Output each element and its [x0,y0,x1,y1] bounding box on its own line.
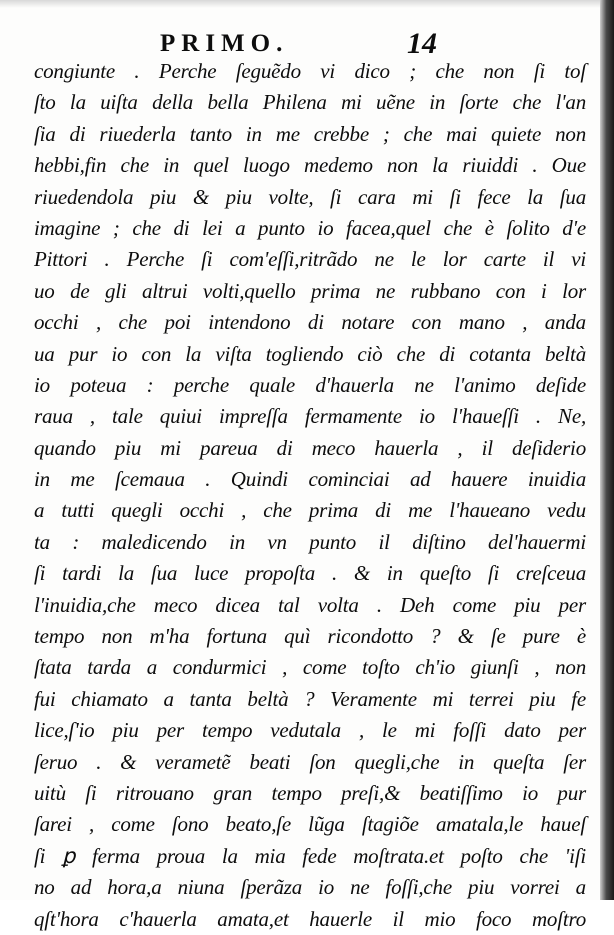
text-line: io poteua : perche quale d'hauerla ne l'animo deſide [34,372,586,397]
text-line: hebbi,fin che in quel luogo medemo non la riuiddi . Oue [34,153,586,178]
text-line: a tutti quegli occhi , che prima di me l'haueano vedu [34,498,586,523]
text-line: fui chiamato a tanta beltà ? Veramente mi terrei piu fe [34,686,586,711]
text-line: no ad hora,a niuna ſperãza io ne foſſi,che piu vorrei a [34,875,586,900]
text-line: ſia di riuederla tanto in me crebbe ; che mai quiete non [34,121,586,146]
text-line: l'inuidia,che meco dicea tal volta . Deh come piu per [34,592,586,617]
text-line: uo de gli altrui volti,quello prima ne rubbano con i lor [34,278,586,303]
text-line: imagine ; che di lei a punto io facea,quel che è ſolito d'e [34,215,586,240]
text-line: ſi ꝑ ferma proua la mia fede moſtrata.et poſto che 'iſi [34,843,586,868]
text-line: ua pur io con la viſta togliendo ciò che di cotanta beltà [34,341,586,366]
text-line: lice,ſ'io piu per tempo vedutala , le mi foſſi dato per [34,718,586,743]
text-line: tempo non m'ha fortuna quì ricondotto ? & ſe pure è [34,624,586,649]
text-line: quando piu mi pareua di meco hauerla , il deſiderio [34,435,586,460]
text-line: ſeruo . & verametẽ beati ſon quegli,che in queſta ſer [34,749,586,774]
text-line: uitù ſi ritrouano gran tempo preſi,& beatiſſimo io pur [34,780,586,805]
page-binding-edge [600,0,614,900]
text-line: ſi tardi la ſua luce propoſta . & in queſto ſi creſceua [34,561,586,586]
text-line: ta : maledicendo in vn punto il diſtino del'hauermi [34,529,586,554]
text-line: qſt'hora c'hauerla amata,et hauerle il mio foco moſtro [34,906,586,931]
text-line: riuedendola piu & piu volte, ſi cara mi ſi fece la ſua [34,184,586,209]
text-line: raua , tale quiui impreſſa fermamente io l'haueſſi . Ne, [34,404,586,429]
page-top-shadow [0,0,614,8]
text-line: ſarei , come ſono beato,ſe lũga ſtagiõe amatala,le haueſ [34,812,586,837]
body-text [34,56,586,935]
text-line: in me ſcemaua . Quindi cominciai ad hauere inuidia [34,467,586,492]
text-line: ſto la uiſta della bella Philena mi uẽne in ſorte che l'an [34,90,586,115]
text-line: congiunte . Perche ſeguẽdo vi dico ; che non ſi toſ [34,59,586,83]
text-line: Pittori . Perche ſi com'eſſi,ritrãdo ne le lor carte il vi [34,247,586,272]
text-line: occhi , che poi intendono di notare con mano , anda [34,310,586,335]
page-number: 14 [407,27,437,60]
running-head-title: PRIMO. [160,30,289,57]
text-line: ſtata tarda a condurmici , come toſto ch'io giunſi , non [34,655,586,680]
